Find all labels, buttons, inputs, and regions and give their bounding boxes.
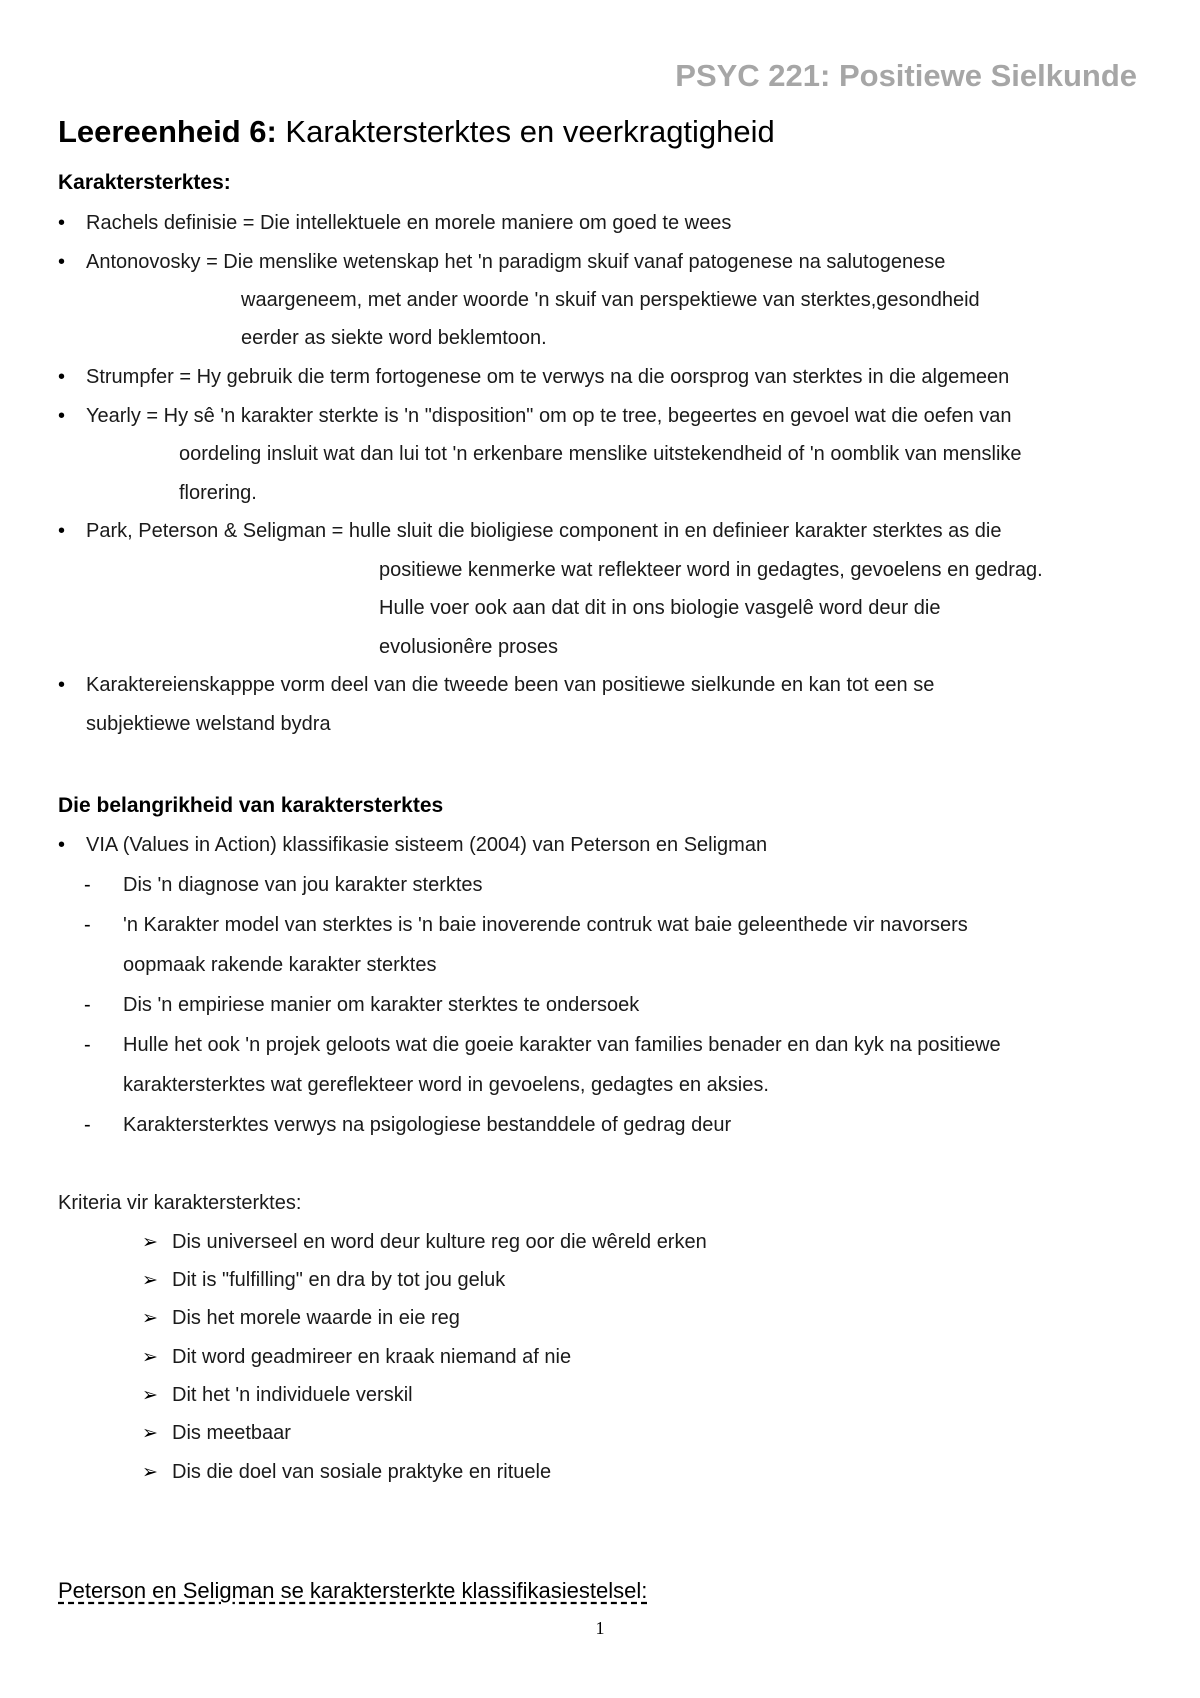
list-item: Strumpfer = Hy gebruik die term fortogenese om te verwys na die oorsprog van sterktes in die algemeen	[86, 366, 1010, 388]
dash-icon: -	[84, 1034, 91, 1056]
bullet-icon: •	[58, 212, 66, 234]
unit-title-text: Karaktersterktes en veerkragtigheid	[276, 114, 775, 149]
list-item-continuation: florering.	[179, 482, 257, 504]
list-item: VIA (Values in Action) klassifikasie sisteem (2004) van Peterson en Seligman	[86, 834, 768, 856]
bullet-icon: •	[58, 520, 66, 542]
bullet-icon: •	[58, 366, 66, 388]
list-item: Yearly = Hy sê 'n karakter sterkte is 'n "disposition" om op te tree, begeertes en gevoel wat die oefen van	[86, 405, 1012, 427]
list-item-continuation: positiewe kenmerke wat reflekteer word in gedagtes, gevoelens en gedrag.	[379, 559, 1043, 581]
arrow-bullet-icon: ➢	[142, 1423, 158, 1444]
peterson-seligman-heading: Peterson en Seligman se karaktersterkte klassifikasiestelsel:	[58, 1578, 648, 1603]
arrow-bullet-icon: ➢	[142, 1308, 158, 1329]
bullet-icon: •	[58, 405, 66, 427]
criteria-item: Dis het morele waarde in eie reg	[172, 1307, 460, 1329]
dash-icon: -	[84, 914, 91, 936]
bullet-icon: •	[58, 834, 66, 856]
bullet-icon: •	[58, 674, 66, 696]
sub-list-item: Dis 'n diagnose van jou karakter sterktes	[123, 874, 483, 896]
criteria-item: Dis universeel en word deur kulture reg oor die wêreld erken	[172, 1231, 707, 1253]
arrow-bullet-icon: ➢	[142, 1232, 158, 1253]
arrow-bullet-icon: ➢	[142, 1462, 158, 1483]
criteria-item: Dis die doel van sosiale praktyke en rituele	[172, 1461, 552, 1483]
criteria-item: Dit het 'n individuele verskil	[172, 1384, 413, 1406]
criteria-item: Dit is "fulfilling" en dra by tot jou geluk	[172, 1269, 506, 1291]
bullet-icon: •	[58, 251, 66, 273]
arrow-bullet-icon: ➢	[142, 1270, 158, 1291]
list-item: Antonovosky = Die menslike wetenskap het 'n paradigm skuif vanaf patogenese na salutogenese	[86, 251, 946, 273]
list-item: Karaktereienskapppe vorm deel van die tweede been van positiewe sielkunde en kan tot een se	[86, 674, 935, 696]
list-item-continuation: eerder as siekte word beklemtoon.	[241, 327, 547, 349]
list-item-continuation: oordeling insluit wat dan lui tot 'n erkenbare menslike uitstekendheid of 'n oomblik van menslike	[179, 443, 1022, 465]
sub-list-item-continuation: karaktersterktes wat gereflekteer word in gevoelens, gedagtes en aksies.	[123, 1074, 769, 1096]
criteria-item: Dit word geadmireer en kraak niemand af nie	[172, 1346, 572, 1368]
karaktersterktes-heading: Karaktersterktes:	[58, 171, 231, 194]
unit-title	[58, 114, 775, 150]
sub-list-item: Karaktersterktes verwys na psigologiese bestanddele of gedrag deur	[123, 1114, 732, 1136]
dash-icon: -	[84, 994, 91, 1016]
belangrikheid-heading: Die belangrikheid van karaktersterktes	[58, 794, 444, 817]
list-item: Park, Peterson & Seligman = hulle sluit die bioligiese component in en definieer karakter sterktes as die	[86, 520, 1002, 542]
list-item-continuation: Hulle voer ook aan dat dit in ons biologie vasgelê word deur die	[379, 597, 941, 619]
kriteria-heading: Kriteria vir karaktersterktes:	[58, 1192, 302, 1214]
arrow-bullet-icon: ➢	[142, 1385, 158, 1406]
dash-icon: -	[84, 874, 91, 896]
list-item-continuation: subjektiewe welstand bydra	[86, 713, 331, 735]
dash-icon: -	[84, 1114, 91, 1136]
list-item-continuation: waargeneem, met ander woorde 'n skuif van perspektiewe van sterktes,gesondheid	[241, 289, 980, 311]
course-header: PSYC 221: Positiewe Sielkunde	[675, 58, 1137, 93]
list-item-continuation: evolusionêre proses	[379, 636, 558, 658]
arrow-bullet-icon: ➢	[142, 1347, 158, 1368]
page-number: 1	[595, 1618, 605, 1638]
sub-list-item: Dis 'n empiriese manier om karakter sterktes te ondersoek	[123, 994, 640, 1016]
sub-list-item: Hulle het ook 'n projek geloots wat die goeie karakter van families benader en dan kyk na positiewe	[123, 1034, 1001, 1056]
criteria-item: Dis meetbaar	[172, 1422, 291, 1444]
sub-list-item: 'n Karakter model van sterktes is 'n baie inoverende contruk wat baie geleenthede vir navorsers	[123, 914, 968, 936]
sub-list-item-continuation: oopmaak rakende karakter sterktes	[123, 954, 437, 976]
list-item: Rachels definisie = Die intellektuele en morele maniere om goed te wees	[86, 212, 732, 234]
unit-label: Leereenheid 6:	[58, 114, 277, 149]
